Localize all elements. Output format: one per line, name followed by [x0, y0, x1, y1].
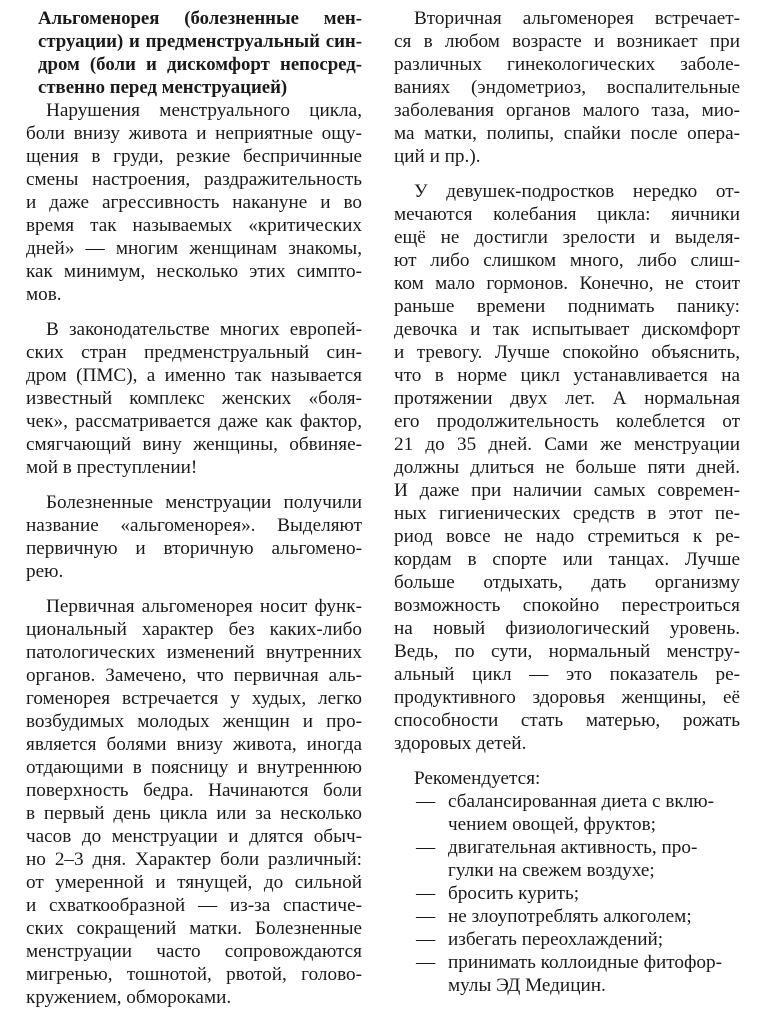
- text-line: ма матки, полипы, спайки после опера-: [394, 123, 740, 144]
- text-line: часов до менструации и длятся обыч-: [26, 826, 362, 847]
- text-line: боли внизу живота и неприятные ощу-: [26, 123, 362, 144]
- recommendation-text: чением овощей, фруктов;: [448, 814, 656, 835]
- paragraph-legislation: [26, 318, 362, 479]
- text-line: альный цикл — это показатель ре-: [394, 664, 740, 685]
- text-line: органов. Замечено, что первичная аль-: [26, 665, 362, 686]
- text-line: смягчающий вину женщины, обвиняе-: [26, 434, 362, 455]
- text-line: здоровых детей.: [394, 733, 527, 754]
- text-line: ют либо слишком много, либо слиш-: [394, 250, 740, 271]
- text-line: на новый физиологический уровень.: [394, 618, 740, 639]
- text-line: Болезненные менструации получили: [46, 492, 362, 513]
- recommendation-text: сбалансированная диета с вклю-: [448, 791, 715, 812]
- heading-line: Альгоменорея (болезненные мен-: [38, 8, 362, 29]
- text-line: рею.: [26, 561, 64, 582]
- recommendation-item: [394, 928, 740, 951]
- section-heading: [26, 7, 362, 99]
- recommendations-list: [394, 790, 740, 997]
- paragraph-primary: [26, 595, 362, 1009]
- text-line: заболевания органов малого таза, мио-: [394, 100, 740, 121]
- text-line: ещё не достигли зрелости и выделя-: [394, 227, 740, 248]
- paragraph-symptoms: [26, 99, 362, 306]
- text-line: дром (ПМС), а именно так называется: [26, 365, 362, 386]
- text-line: раньше времени поднимать панику:: [394, 296, 740, 317]
- recommendation-text: двигательная активность, про-: [448, 837, 698, 858]
- text-line: название «альгоменорея». Выделяют: [26, 515, 362, 536]
- text-line: чек», рассматривается даже как фактор,: [26, 411, 362, 432]
- text-line: от умеренной и тянущей, до сильной: [26, 872, 362, 893]
- text-line: известный комплекс женских «боля-: [26, 388, 362, 409]
- text-line: Вторичная альгоменорея встречает-: [414, 8, 740, 29]
- recommendation-text: не злоупотреблять алкоголем;: [448, 906, 692, 927]
- paragraph-algomenorrhea: [26, 491, 362, 583]
- text-line: возможность спокойно перестроиться: [394, 595, 740, 616]
- recommendation-item: [394, 836, 740, 882]
- text-line: ских сокращений матки. Болезненные: [26, 918, 362, 939]
- text-line: ся в любом возрасте и возникает при: [394, 31, 740, 52]
- text-line: мов.: [26, 284, 62, 305]
- text-line: возбудимых молодых женщин и про-: [26, 711, 362, 732]
- recommendation-text: мулы ЭД Медицин.: [448, 975, 606, 996]
- recommendation-item: [394, 951, 740, 997]
- heading-line: дром (боли и дискомфорт непосред-: [38, 54, 362, 75]
- text-line: девочка и так испытывает дискомфорт: [394, 319, 740, 340]
- text-line: Первичная альгоменорея носит функ-: [46, 596, 362, 617]
- recommend-label: Рекомендуется:: [414, 768, 541, 789]
- text-line: и даже агрессивность накануне и во: [26, 192, 362, 213]
- text-line: и тревогу. Лучше спокойно объяснить,: [394, 342, 740, 363]
- text-line: В законодательстве многих европей-: [46, 319, 362, 340]
- text-line: риод вовсе не надо стремиться к ре-: [394, 526, 740, 547]
- text-line: различных гинекологических заболе-: [394, 54, 740, 75]
- text-line: кружением, обмороками.: [26, 987, 232, 1008]
- text-line: дней» — многим женщинам знакомы,: [26, 238, 362, 259]
- dash-bullet: —: [416, 791, 436, 812]
- text-line: ских стран предменструальный син-: [26, 342, 362, 363]
- text-line: Нарушения менструального цикла,: [46, 100, 362, 121]
- paragraph-secondary: [394, 7, 740, 168]
- text-line: 21 до 35 дней. Сами же менструации: [394, 434, 740, 455]
- text-line: мой в преступлении!: [26, 457, 198, 478]
- recommendation-text: принимать коллоидные фитофор-: [448, 952, 723, 973]
- text-line: Ведь, по сути, нормальный менстру-: [394, 641, 740, 662]
- text-line: продуктивного здоровья женщины, её: [394, 687, 740, 708]
- text-line: но 2–3 дня. Характер боли различный:: [26, 849, 362, 870]
- recommendations-block: [394, 767, 740, 997]
- text-line: мигренью, тошнотой, рвотой, голово-: [26, 964, 362, 985]
- text-line: отдающими в поясницу и внутреннюю: [26, 757, 362, 778]
- text-line: И даже при наличии самых современ-: [394, 480, 740, 501]
- right-column: [394, 0, 740, 997]
- text-line: ций и пр.).: [394, 146, 481, 167]
- recommendation-item: [394, 790, 740, 836]
- recommendation-text: бросить курить;: [448, 883, 580, 904]
- dash-bullet: —: [416, 929, 436, 950]
- heading-line: ственно перед менструацией): [38, 77, 288, 98]
- text-line: циональный характер без каких-либо: [26, 619, 362, 640]
- text-line: время так называемых «критических: [26, 215, 362, 236]
- recommendation-item: [394, 905, 740, 928]
- text-line: в первый день цикла или за несколько: [26, 803, 362, 824]
- left-column: [26, 0, 362, 1009]
- recommendation-item: [394, 882, 740, 905]
- text-line: является болями внизу живота, иногда: [26, 734, 362, 755]
- text-line: ком мало гормонов. Конечно, не стоит: [394, 273, 740, 294]
- text-line: У девушек-подростков нередко от-: [414, 181, 740, 202]
- text-line: больше отдыхать, дать организму: [394, 572, 740, 593]
- text-line: первичную и вторичную альгомено-: [26, 538, 362, 559]
- text-line: кордам в спорте или танцах. Лучше: [394, 549, 740, 570]
- text-line: протяжении двух лет. А нормальная: [394, 388, 740, 409]
- recommendation-text: гулки на свежем воздухе;: [448, 860, 655, 881]
- text-line: патологических изменений внутренних: [26, 642, 362, 663]
- dash-bullet: —: [416, 837, 436, 858]
- recommendation-text: избегать переохлаждений;: [448, 929, 664, 950]
- text-line: щения в груди, резкие беспричинные: [26, 146, 362, 167]
- text-line: что в норме цикл устанавливается на: [394, 365, 740, 386]
- dash-bullet: —: [416, 883, 436, 904]
- text-line: ваниях (эндометриоз, воспалительные: [394, 77, 740, 98]
- text-line: должны длиться не больше пяти дней.: [394, 457, 740, 478]
- text-line: мечаются колебания цикла: яичники: [394, 204, 740, 225]
- text-line: как минимум, несколько этих симпто-: [26, 261, 362, 282]
- text-line: смены настроения, раздражительность: [26, 169, 362, 190]
- text-line: менструации часто сопровождаются: [26, 941, 362, 962]
- text-line: и схваткообразной — из-за спастиче-: [26, 895, 362, 916]
- text-line: поверхность бедра. Начинаются боли: [26, 780, 362, 801]
- heading-line: струации) и предменструальный син-: [38, 31, 362, 52]
- paragraph-teenagers: [394, 180, 740, 755]
- text-line: гоменорея встречается у худых, легко: [26, 688, 362, 709]
- dash-bullet: —: [416, 906, 436, 927]
- text-line: его продолжительность колеблется от: [394, 411, 740, 432]
- dash-bullet: —: [416, 952, 436, 973]
- text-line: ных гигиенических средств в этот пе-: [394, 503, 740, 524]
- text-line: способности стать матерью, рожать: [394, 710, 740, 731]
